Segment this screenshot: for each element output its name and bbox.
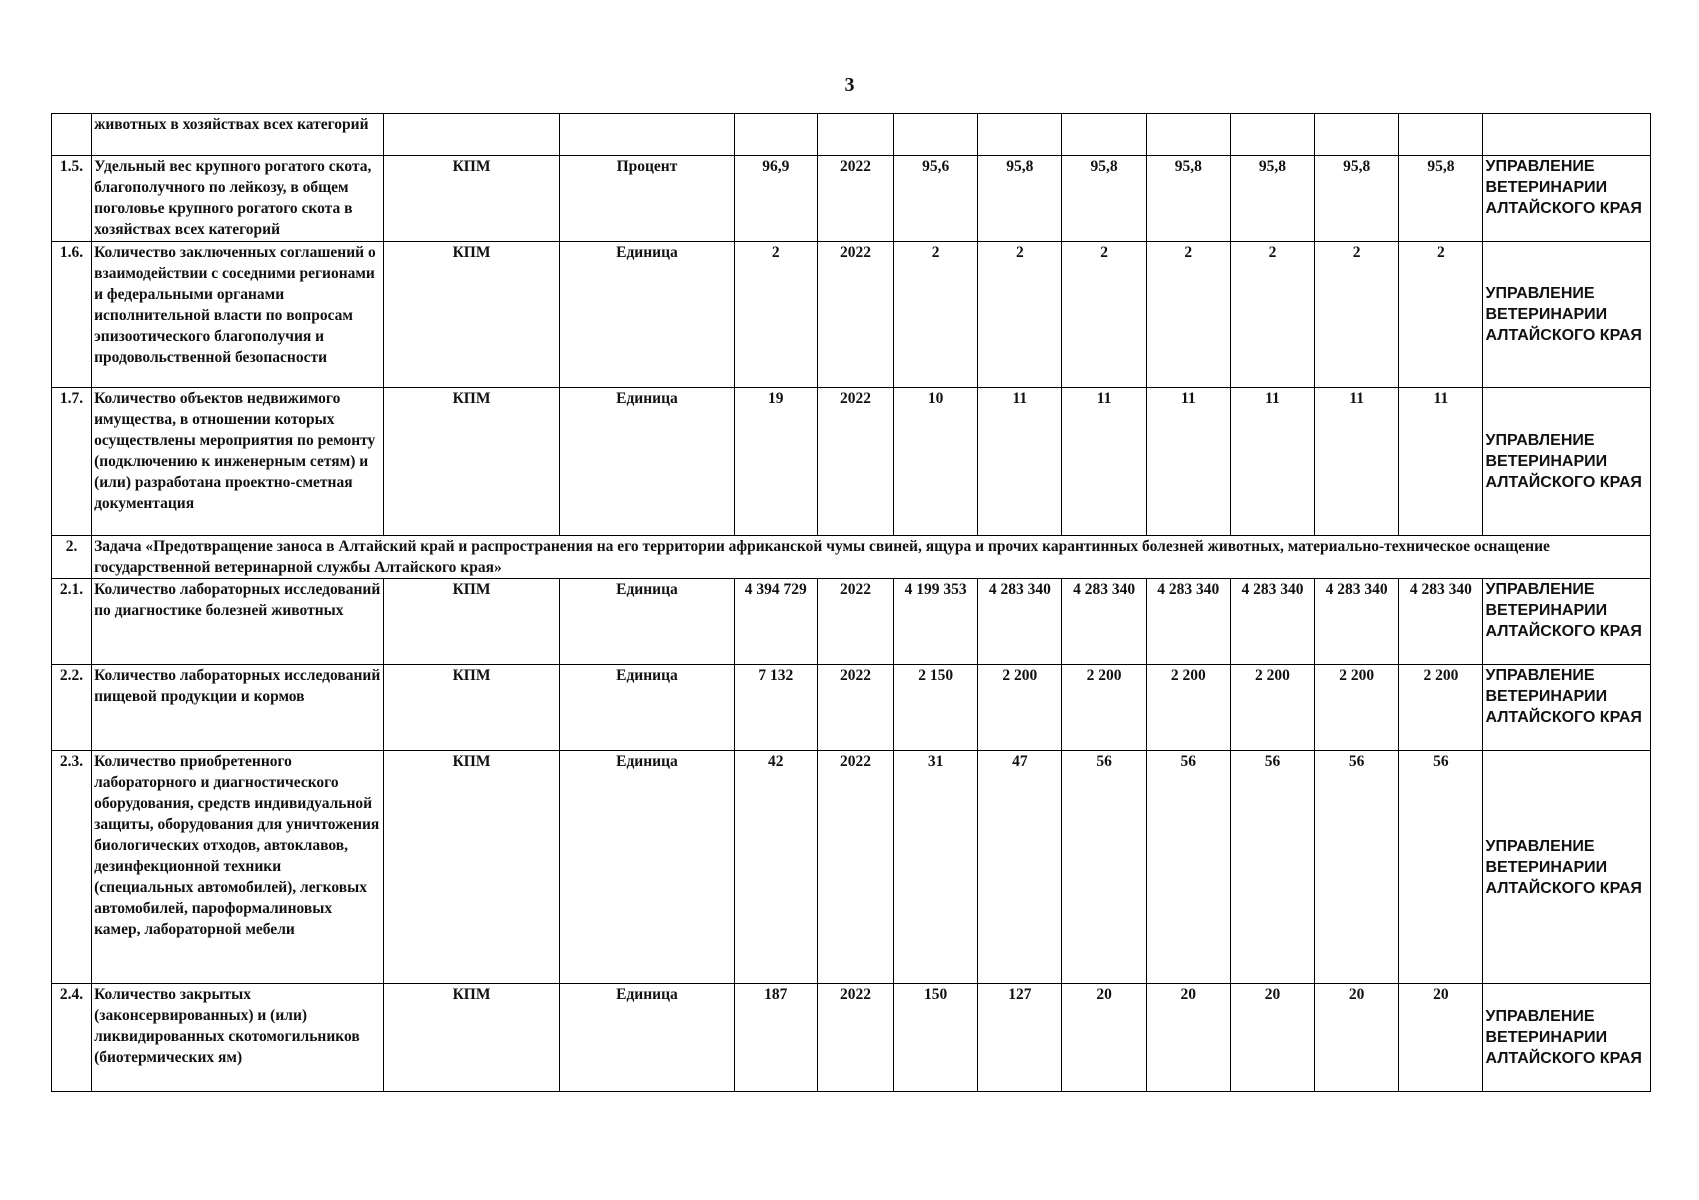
task-row <box>52 536 1651 579</box>
base-value: 96,9 <box>734 156 817 242</box>
year-value: 2 200 <box>978 665 1062 751</box>
row-number: 1.5. <box>52 156 92 242</box>
year-value: 47 <box>978 751 1062 984</box>
base-value <box>734 114 817 156</box>
indicator-type: КПМ <box>383 579 559 665</box>
year-value: 56 <box>1146 751 1230 984</box>
year-value: 20 <box>1146 984 1230 1092</box>
responsible: УПРАВЛЕНИЕ ВЕТЕРИНАРИИ АЛТАЙСКОГО КРАЯ <box>1483 751 1651 984</box>
task-number: 2. <box>52 536 92 579</box>
unit: Единица <box>560 388 734 536</box>
year-value: 20 <box>1062 984 1146 1092</box>
indicator-type: КПМ <box>383 984 559 1092</box>
row-number: 1.6. <box>52 242 92 388</box>
table-row <box>52 388 1651 536</box>
year-value: 56 <box>1230 751 1314 984</box>
year-value: 95,8 <box>1230 156 1314 242</box>
base-year: 2022 <box>817 388 893 536</box>
year-value <box>1230 114 1314 156</box>
indicator-type: КПМ <box>383 665 559 751</box>
responsible: УПРАВЛЕНИЕ ВЕТЕРИНАРИИ АЛТАЙСКОГО КРАЯ <box>1483 984 1651 1092</box>
table-row <box>52 665 1651 751</box>
base-year: 2022 <box>817 579 893 665</box>
year-value: 150 <box>894 984 978 1092</box>
year-value: 2 <box>1315 242 1399 388</box>
task-description: Задача «Предотвращение заноса в Алтайский край и распространения на его территории африканской чумы свиней, ящура и прочих карантинных болезней животных, материально-техническое оснащение государственной ветеринарной службы Алтайского края» <box>92 536 1651 579</box>
unit: Единица <box>560 242 734 388</box>
year-value <box>894 114 978 156</box>
year-value: 11 <box>1399 388 1483 536</box>
responsible: УПРАВЛЕНИЕ ВЕТЕРИНАРИИ АЛТАЙСКОГО КРАЯ <box>1483 388 1651 536</box>
year-value: 2 <box>978 242 1062 388</box>
year-value: 4 283 340 <box>1315 579 1399 665</box>
year-value: 95,8 <box>1399 156 1483 242</box>
indicator-name: Удельный вес крупного рогатого скота, благополучного по лейкозу, в общем поголовье крупного рогатого скота в хозяйствах всех категорий <box>92 156 384 242</box>
year-value: 11 <box>1315 388 1399 536</box>
responsible <box>1483 114 1651 156</box>
base-value: 42 <box>734 751 817 984</box>
responsible: УПРАВЛЕНИЕ ВЕТЕРИНАРИИ АЛТАЙСКОГО КРАЯ <box>1483 665 1651 751</box>
year-value: 2 <box>1230 242 1314 388</box>
indicator-type: КПМ <box>383 156 559 242</box>
year-value: 11 <box>1062 388 1146 536</box>
base-year <box>817 114 893 156</box>
year-value: 20 <box>1315 984 1399 1092</box>
year-value: 4 199 353 <box>894 579 978 665</box>
year-value <box>978 114 1062 156</box>
year-value: 2 200 <box>1230 665 1314 751</box>
year-value: 4 283 340 <box>1399 579 1483 665</box>
year-value: 4 283 340 <box>1146 579 1230 665</box>
year-value: 56 <box>1399 751 1483 984</box>
table-row <box>52 751 1651 984</box>
year-value: 2 <box>1399 242 1483 388</box>
base-value: 7 132 <box>734 665 817 751</box>
base-year: 2022 <box>817 665 893 751</box>
year-value: 2 200 <box>1146 665 1230 751</box>
year-value: 2 200 <box>1062 665 1146 751</box>
year-value <box>1315 114 1399 156</box>
unit: Единица <box>560 665 734 751</box>
indicator-type <box>383 114 559 156</box>
year-value: 4 283 340 <box>1230 579 1314 665</box>
year-value: 95,8 <box>1062 156 1146 242</box>
indicator-type: КПМ <box>383 242 559 388</box>
year-value: 2 <box>1146 242 1230 388</box>
responsible: УПРАВЛЕНИЕ ВЕТЕРИНАРИИ АЛТАЙСКОГО КРАЯ <box>1483 156 1651 242</box>
year-value: 20 <box>1230 984 1314 1092</box>
base-year: 2022 <box>817 156 893 242</box>
base-year: 2022 <box>817 984 893 1092</box>
year-value: 56 <box>1315 751 1399 984</box>
year-value: 127 <box>978 984 1062 1092</box>
indicator-name: Количество лабораторных исследований по диагностике болезней животных <box>92 579 384 665</box>
year-value <box>1146 114 1230 156</box>
table-row <box>52 114 1651 156</box>
year-value: 11 <box>1230 388 1314 536</box>
year-value: 20 <box>1399 984 1483 1092</box>
indicator-name: Количество закрытых (законсервированных) и (или) ликвидированных скотомогильников (биотермических ям) <box>92 984 384 1092</box>
year-value: 2 150 <box>894 665 978 751</box>
row-number: 2.3. <box>52 751 92 984</box>
year-value: 2 200 <box>1399 665 1483 751</box>
year-value: 2 200 <box>1315 665 1399 751</box>
year-value: 95,8 <box>978 156 1062 242</box>
indicator-name: Количество объектов недвижимого имущества, в отношении которых осуществлены мероприятия по ремонту (подключению к инженерным сетям) и (или) разработана проектно-сметная документация <box>92 388 384 536</box>
year-value: 95,8 <box>1146 156 1230 242</box>
indicator-name: животных в хозяйствах всех категорий <box>92 114 384 156</box>
year-value: 95,6 <box>894 156 978 242</box>
year-value: 11 <box>978 388 1062 536</box>
indicator-type: КПМ <box>383 388 559 536</box>
table-row <box>52 156 1651 242</box>
year-value <box>1062 114 1146 156</box>
base-value: 2 <box>734 242 817 388</box>
year-value: 2 <box>1062 242 1146 388</box>
base-year: 2022 <box>817 751 893 984</box>
table-row <box>52 984 1651 1092</box>
responsible: УПРАВЛЕНИЕ ВЕТЕРИНАРИИ АЛТАЙСКОГО КРАЯ <box>1483 242 1651 388</box>
indicator-name: Количество лабораторных исследований пищевой продукции и кормов <box>92 665 384 751</box>
row-number: 2.1. <box>52 579 92 665</box>
unit: Единица <box>560 984 734 1092</box>
year-value: 95,8 <box>1315 156 1399 242</box>
indicator-name: Количество приобретенного лабораторного и диагностического оборудования, средств индивидуальной защиты, оборудования для уничтожения биологических отходов, автоклавов, дезинфекционной техники (специальных автомобилей), легковых автомобилей, пароформалиновых камер, лабораторной мебели <box>92 751 384 984</box>
page-number: 3 <box>844 74 855 96</box>
indicator-name: Количество заключенных соглашений о взаимодействии с соседними регионами и федеральными органами исполнительной власти по вопросам эпизоотического благополучия и продовольственной безопасности <box>92 242 384 388</box>
unit <box>560 114 734 156</box>
unit: Единица <box>560 579 734 665</box>
indicator-type: КПМ <box>383 751 559 984</box>
year-value: 11 <box>1146 388 1230 536</box>
year-value: 4 283 340 <box>1062 579 1146 665</box>
year-value: 56 <box>1062 751 1146 984</box>
year-value: 2 <box>894 242 978 388</box>
year-value: 4 283 340 <box>978 579 1062 665</box>
unit: Процент <box>560 156 734 242</box>
base-year: 2022 <box>817 242 893 388</box>
responsible: УПРАВЛЕНИЕ ВЕТЕРИНАРИИ АЛТАЙСКОГО КРАЯ <box>1483 579 1651 665</box>
row-number: 2.2. <box>52 665 92 751</box>
base-value: 19 <box>734 388 817 536</box>
table-row <box>52 579 1651 665</box>
year-value: 31 <box>894 751 978 984</box>
unit: Единица <box>560 751 734 984</box>
year-value: 10 <box>894 388 978 536</box>
base-value: 187 <box>734 984 817 1092</box>
row-number: 1.7. <box>52 388 92 536</box>
table-row <box>52 242 1651 388</box>
indicators-table <box>51 113 1651 1092</box>
row-number <box>52 114 92 156</box>
base-value: 4 394 729 <box>734 579 817 665</box>
row-number: 2.4. <box>52 984 92 1092</box>
year-value <box>1399 114 1483 156</box>
